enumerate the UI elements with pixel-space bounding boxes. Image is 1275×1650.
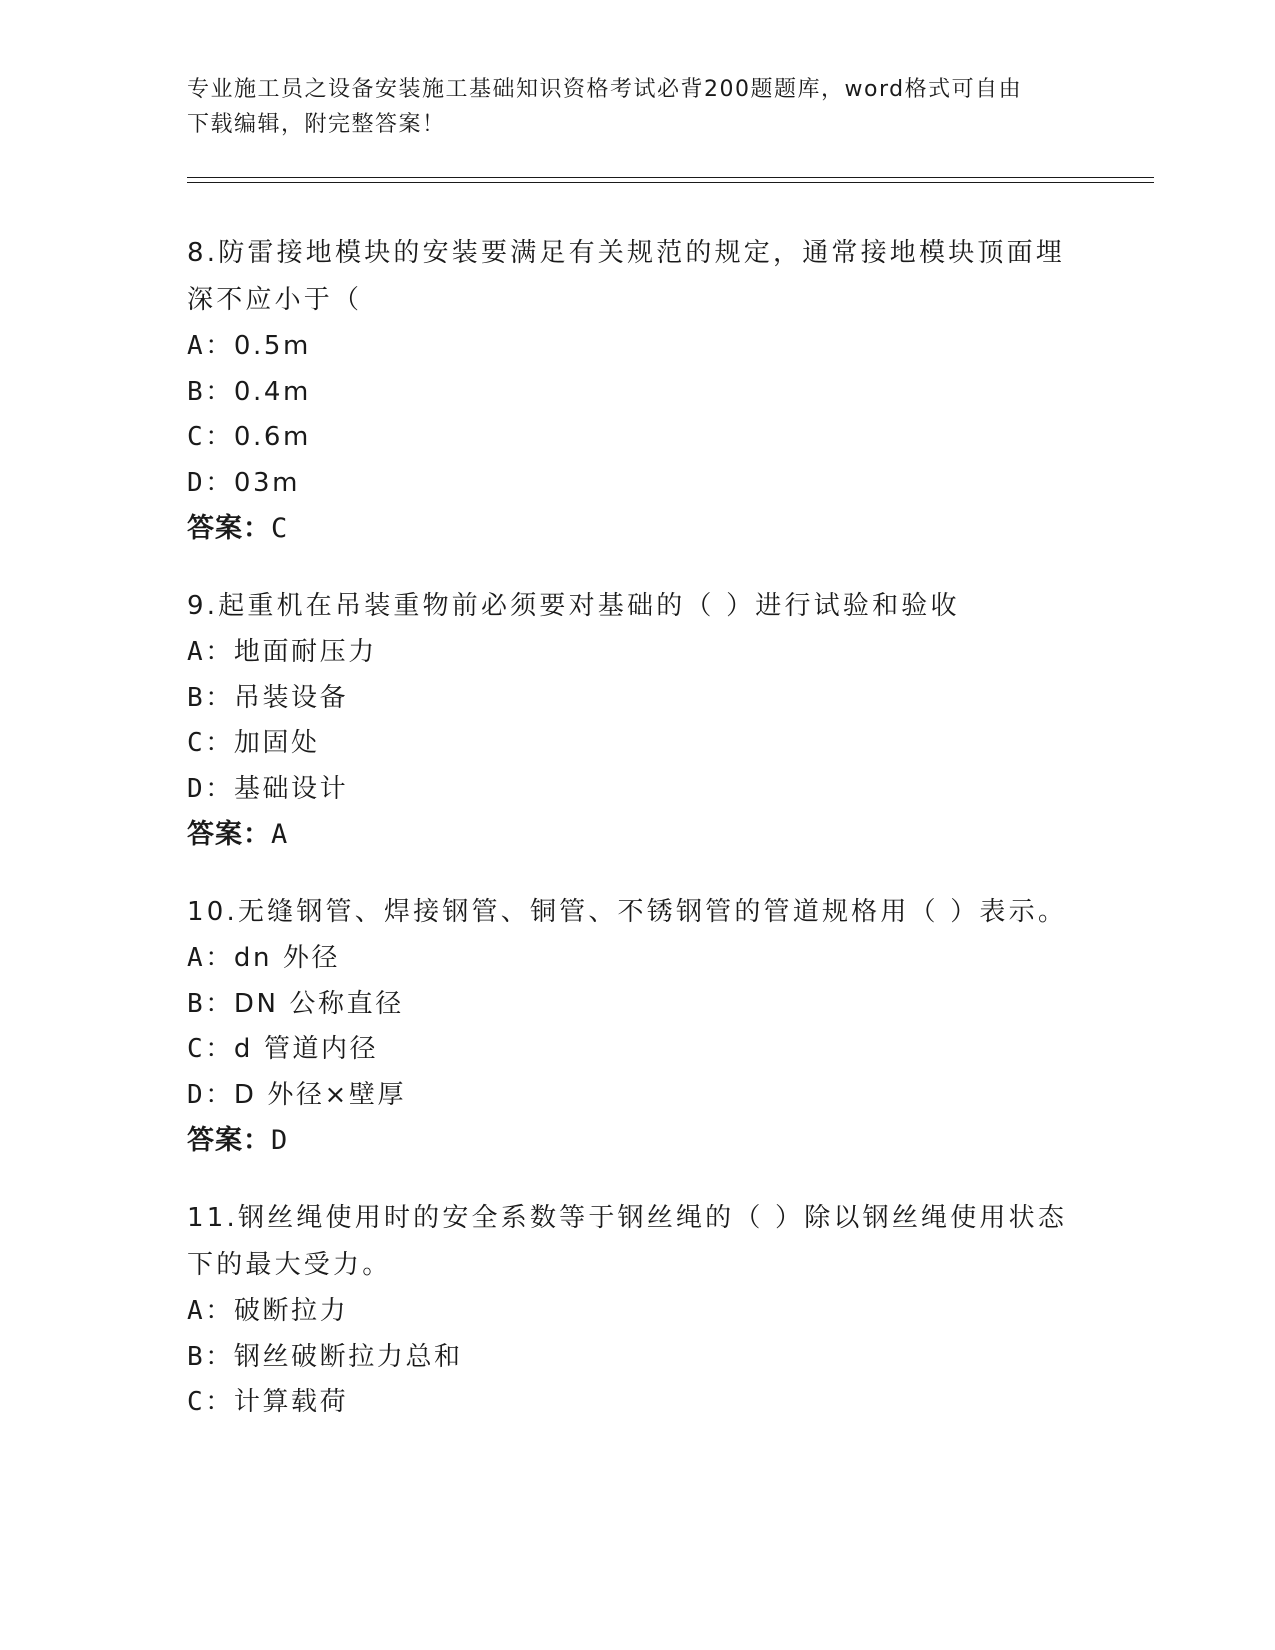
option-b: [187, 982, 1067, 1028]
option-key: A：: [187, 637, 234, 667]
question-stem-line-1: 8.防雷接地模块的安装要满足有关规范的规定，通常接地模块顶面埋: [187, 238, 1066, 268]
option-a: [187, 324, 1067, 370]
document-header: [187, 72, 1067, 142]
option-text: 基础设计: [233, 773, 349, 804]
option-key: C：: [187, 1034, 234, 1064]
option-key: B：: [187, 988, 234, 1019]
question-stem-line-1: 9.起重机在吊装重物前必须要对基础的（ ）进行试验和验收: [187, 591, 960, 621]
question-stem-line-2: 下的最大受力。: [187, 1250, 392, 1280]
answer-label: 答案：: [187, 1125, 271, 1156]
option-text: 吊装设备: [233, 682, 349, 713]
option-a: [187, 936, 1067, 982]
option-text: DN 公称直径: [233, 988, 404, 1019]
option-d: [187, 767, 1067, 813]
answer-label: 答案：: [187, 513, 271, 544]
option-a: [187, 1289, 1067, 1335]
question-8: [187, 230, 1067, 552]
answer-value: A: [271, 819, 289, 850]
option-c: [187, 1380, 1067, 1426]
option-key: D：: [187, 773, 234, 804]
question-stem: [187, 1195, 1067, 1289]
question-10: [187, 889, 1067, 1164]
question-stem-line-2: 深不应小于（: [187, 285, 363, 315]
option-text: dn 外径: [233, 943, 341, 973]
option-key: B：: [187, 682, 234, 713]
question-11: [187, 1195, 1067, 1426]
question-stem: [187, 583, 1067, 630]
question-list: [187, 230, 1067, 1457]
option-text: 0.6m: [233, 422, 311, 452]
question-stem-line-1: 11.钢丝绳使用时的安全系数等于钢丝绳的（ ）除以钢丝绳使用状态: [187, 1203, 1068, 1233]
answer-line: [187, 1118, 1067, 1164]
option-text: 0.4m: [233, 376, 311, 407]
question-stem: [187, 889, 1067, 936]
option-key: A：: [187, 331, 234, 361]
header-title-line-2: 下载编辑，附完整答案！: [187, 112, 446, 137]
option-key: C：: [187, 1387, 234, 1417]
option-a: [187, 630, 1067, 676]
option-key: C：: [187, 728, 234, 758]
header-title-line-1: 专业施工员之设备安装施工基础知识资格考试必背200题题库，word格式可自由: [187, 77, 1023, 102]
option-b: [187, 1335, 1067, 1381]
option-key: C：: [187, 422, 234, 452]
option-text: 加固处: [233, 728, 320, 758]
option-key: D：: [187, 467, 234, 498]
option-key: A：: [187, 943, 234, 973]
answer-label: 答案：: [187, 819, 271, 850]
option-b: [187, 370, 1067, 416]
answer-value: D: [271, 1125, 289, 1156]
option-text: 计算载荷: [233, 1387, 349, 1417]
option-text: 0.5m: [233, 331, 311, 361]
header-divider-top: [187, 177, 1154, 178]
option-key: D：: [187, 1079, 234, 1110]
option-c: [187, 721, 1067, 767]
option-text: 钢丝破断拉力总和: [233, 1341, 463, 1372]
question-stem-line-1: 10.无缝钢管、焊接钢管、铜管、不锈钢管的管道规格用（ ）表示。: [187, 897, 1068, 927]
option-d: [187, 1073, 1067, 1119]
option-c: [187, 415, 1067, 461]
option-text: D 外径×壁厚: [233, 1079, 407, 1110]
answer-line: [187, 812, 1067, 858]
option-b: [187, 676, 1067, 722]
question-9: [187, 583, 1067, 858]
answer-value: C: [271, 513, 289, 544]
answer-line: [187, 506, 1067, 552]
question-stem: [187, 230, 1067, 324]
option-key: B：: [187, 376, 234, 407]
option-text: 03m: [233, 467, 301, 498]
option-text: d 管道内径: [233, 1034, 379, 1064]
header-divider-bottom: [187, 182, 1154, 183]
option-key: A：: [187, 1296, 234, 1326]
option-d: [187, 461, 1067, 507]
option-text: 地面耐压力: [233, 637, 377, 667]
option-text: 破断拉力: [233, 1296, 349, 1326]
option-c: [187, 1027, 1067, 1073]
option-key: B：: [187, 1341, 234, 1372]
